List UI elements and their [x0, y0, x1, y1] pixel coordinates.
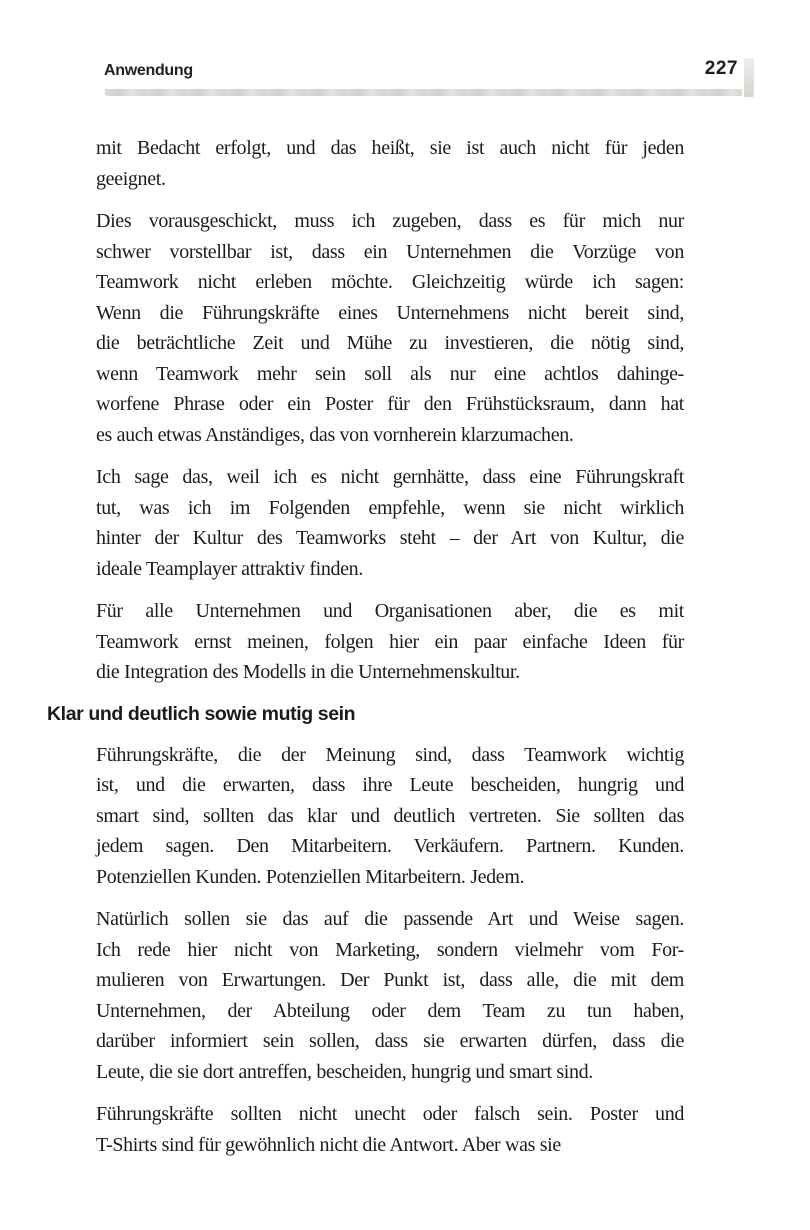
paragraph — [96, 206, 684, 450]
text-line: schwer vorstellbar ist, dass ein Unternehmen die Vorzüge von — [96, 240, 684, 263]
text-line: worfene Phrase oder ein Poster für den Frühstücksraum, dann hat — [96, 393, 684, 415]
paragraph — [96, 596, 684, 688]
paragraph — [96, 904, 684, 1087]
text-line: geeignet. — [96, 167, 166, 190]
text-line: Unternehmen, der Abteilung oder dem Team zu tun haben, — [96, 999, 684, 1022]
text-line: Führungskräfte, die der Meinung sind, dass Teamwork wichtig — [96, 743, 684, 766]
text-line: ideale Teamplayer attraktiv finden. — [96, 557, 363, 580]
text-line: Führungskräfte sollten nicht unecht oder falsch sein. Poster und — [96, 1103, 684, 1125]
text-line: darüber informiert sein sollen, dass sie erwarten dürfen, dass die — [96, 1030, 684, 1052]
paragraph — [96, 462, 684, 584]
text-line: wenn Teamwork mehr sein soll als nur eine achtlos dahinge- — [96, 362, 684, 385]
text-line: mit Bedacht erfolgt, und das heißt, sie ist auch nicht für jeden — [96, 137, 684, 159]
text-line: Wenn die Führungskräfte eines Unternehmens nicht bereit sind, — [96, 301, 684, 324]
text-line: Dies vorausgeschickt, muss ich zugeben, dass es für mich nur — [96, 210, 684, 232]
text-line: die beträchtliche Zeit und Mühe zu investieren, die nötig sind, — [96, 332, 684, 354]
paragraph — [96, 1099, 684, 1160]
paragraph — [96, 133, 684, 194]
section-heading: Klar und deutlich sowie mutig sein — [47, 702, 356, 725]
paragraph — [96, 740, 684, 893]
text-line: Für alle Unternehmen und Organisationen aber, die es mit — [96, 600, 684, 622]
text-line: Natürlich sollen sie das auf die passende Art und Weise sagen. — [96, 908, 684, 930]
text-line: T-Shirts sind für gewöhnlich nicht die Antwort. Aber was sie — [96, 1133, 561, 1156]
text-line: Potenziellen Kunden. Potenziellen Mitarbeitern. Jedem. — [96, 865, 525, 888]
text-line: mulieren von Erwartungen. Der Punkt ist, dass alle, die mit dem — [96, 969, 684, 991]
text-line: jedem sagen. Den Mitarbeitern. Verkäufern. Partnern. Kunden. — [96, 835, 684, 857]
text-line: hinter der Kultur des Teamworks steht – der Art von Kultur, die — [96, 527, 684, 549]
text-line: Teamwork nicht erleben möchte. Gleichzeitig würde ich sagen: — [96, 271, 684, 293]
text-line: es auch etwas Anständiges, das von vornherein klarzumachen. — [96, 423, 574, 446]
text-line: Leute, die sie dort antreffen, bescheiden, hungrig und smart sind. — [96, 1060, 593, 1083]
text-line: ist, und die erwarten, dass ihre Leute bescheiden, hungrig und — [96, 774, 684, 796]
text-column — [47, 133, 684, 1172]
page-number: 227 — [704, 58, 738, 79]
text-line: die Integration des Modells in die Unternehmenskultur. — [96, 661, 520, 683]
page-number-shadow — [744, 58, 754, 97]
header-rule — [105, 89, 742, 96]
running-header-section-title: Anwendung — [104, 62, 193, 79]
text-line: tut, was ich im Folgenden empfehle, wenn sie nicht wirklich — [96, 496, 684, 519]
text-line: Teamwork ernst meinen, folgen hier ein paar einfache Ideen für — [96, 630, 684, 653]
text-line: Ich sage das, weil ich es nicht gernhätte, dass eine Führungskraft — [96, 466, 684, 488]
text-line: Ich rede hier nicht von Marketing, sondern vielmehr vom For- — [96, 938, 684, 961]
text-line: smart sind, sollten das klar und deutlich vertreten. Sie sollten das — [96, 804, 684, 827]
